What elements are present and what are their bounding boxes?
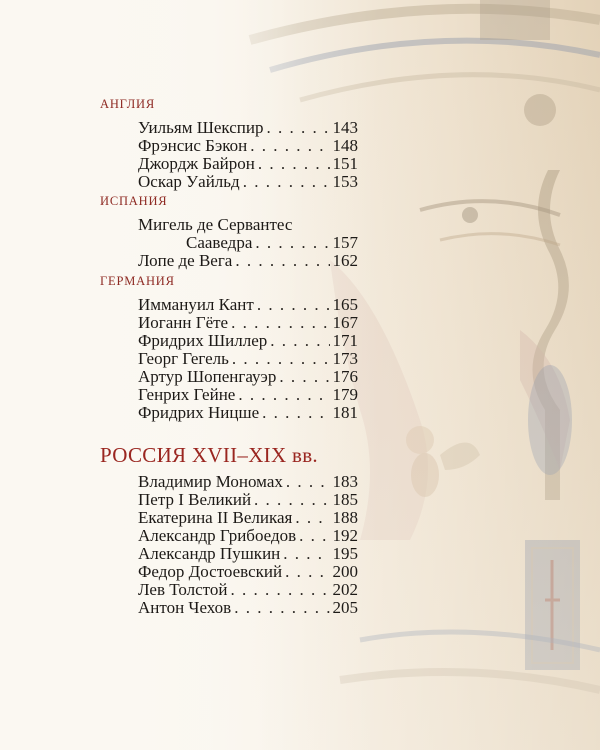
- section-heading-germany: ГЕРМАНИЯ: [100, 274, 175, 288]
- toc-entry[interactable]: [138, 136, 358, 156]
- entry-name: Фрэнсис Бэкон: [138, 136, 248, 155]
- entry-name: Артур Шопенгауэр: [138, 367, 277, 386]
- toc-entry[interactable]: [138, 562, 358, 582]
- toc-entry[interactable]: [138, 385, 358, 405]
- entry-page: 202: [332, 580, 358, 599]
- toc-entry[interactable]: [138, 508, 358, 528]
- leader-dots: [279, 367, 329, 387]
- entry-name: Петр I Великий: [138, 490, 252, 509]
- entry-page: 157: [332, 233, 358, 252]
- leader-dots: [299, 526, 329, 546]
- toc-entry[interactable]: [138, 251, 358, 271]
- entry-page: 183: [332, 472, 358, 491]
- leader-dots: [255, 233, 329, 253]
- entry-page: 165: [332, 295, 358, 314]
- entry-name: Оскар Уайльд: [138, 172, 240, 191]
- entry-page: 192: [332, 526, 358, 545]
- entry-name: Георг Гегель: [138, 349, 229, 368]
- entry-name: Федор Достоевский: [138, 562, 283, 581]
- leader-dots: [266, 118, 329, 138]
- leader-dots: [235, 251, 329, 271]
- entry-name: Екатерина II Великая: [138, 508, 293, 527]
- toc-entry[interactable]: [138, 233, 358, 253]
- entry-name: Фридрих Шиллер: [138, 331, 268, 350]
- leader-dots: [283, 544, 329, 564]
- entry-page: 151: [332, 154, 358, 173]
- leader-dots: [230, 580, 329, 600]
- toc-entry[interactable]: [138, 154, 358, 174]
- entry-page: 195: [332, 544, 358, 563]
- toc-entry[interactable]: [138, 313, 358, 333]
- section-heading-spain: ИСПАНИЯ: [100, 194, 168, 208]
- entry-name: Антон Чехов: [138, 598, 232, 617]
- leader-dots: [234, 598, 329, 618]
- toc-entry[interactable]: [138, 490, 358, 510]
- toc-entry[interactable]: [138, 544, 358, 564]
- entry-name: Владимир Мономах: [138, 472, 283, 491]
- entry-page: 200: [332, 562, 358, 581]
- leader-dots: [231, 313, 329, 333]
- entry-page: 188: [332, 508, 358, 527]
- entry-name: Сааведра: [186, 233, 253, 252]
- entry-name: Иоганн Гёте: [138, 313, 229, 332]
- leader-dots: [262, 403, 329, 423]
- toc-entry[interactable]: [138, 118, 358, 138]
- entry-page: 176: [332, 367, 358, 386]
- leader-dots: [257, 295, 330, 315]
- entry-page: 173: [332, 349, 358, 368]
- leader-dots: [243, 172, 330, 192]
- toc-entry[interactable]: [138, 403, 358, 423]
- toc-entry[interactable]: [138, 295, 358, 315]
- entry-page: 143: [332, 118, 358, 137]
- entry-name: Александр Грибоедов: [138, 526, 297, 545]
- leader-dots: [238, 385, 329, 405]
- leader-dots: [286, 472, 330, 492]
- entry-page: 153: [332, 172, 358, 191]
- toc-entry[interactable]: [138, 526, 358, 546]
- toc-entry[interactable]: [138, 331, 358, 351]
- entry-page: 179: [332, 385, 358, 404]
- entry-name: Фридрих Ницше: [138, 403, 260, 422]
- entry-name: Иммануил Кант: [138, 295, 254, 314]
- leader-dots: [285, 562, 329, 582]
- entry-name: Лев Толстой: [138, 580, 228, 599]
- leader-dots: [254, 490, 329, 510]
- leader-dots: [258, 154, 330, 174]
- entry-page: 185: [332, 490, 358, 509]
- section-heading-england: АНГЛИЯ: [100, 97, 155, 111]
- entry-name: Генрих Гейне: [138, 385, 236, 404]
- leader-dots: [295, 508, 329, 528]
- entry-name: Уильям Шекспир: [138, 118, 264, 137]
- entry-name: Джордж Байрон: [138, 154, 255, 173]
- toc-entry[interactable]: [138, 367, 358, 387]
- leader-dots: [232, 349, 330, 369]
- entry-page: 148: [332, 136, 358, 155]
- toc-entry[interactable]: [138, 172, 358, 192]
- leader-dots: [270, 331, 329, 351]
- entry-page: 162: [332, 251, 358, 270]
- toc-entry[interactable]: [138, 580, 358, 600]
- entry-page: 181: [332, 403, 358, 422]
- toc-entry[interactable]: [138, 349, 358, 369]
- toc-entry-line[interactable]: Мигель де Сервантес: [138, 215, 293, 234]
- toc-entry[interactable]: [138, 598, 358, 618]
- leader-dots: [250, 136, 329, 156]
- entry-page: 171: [332, 331, 358, 350]
- toc-entry[interactable]: [138, 472, 358, 492]
- entry-name: Лопе де Вега: [138, 251, 233, 270]
- entry-page: 205: [332, 598, 358, 617]
- entry-page: 167: [332, 313, 358, 332]
- section-heading-russia: РОССИЯ XVII–XIX вв.: [100, 443, 318, 467]
- entry-name: Александр Пушкин: [138, 544, 281, 563]
